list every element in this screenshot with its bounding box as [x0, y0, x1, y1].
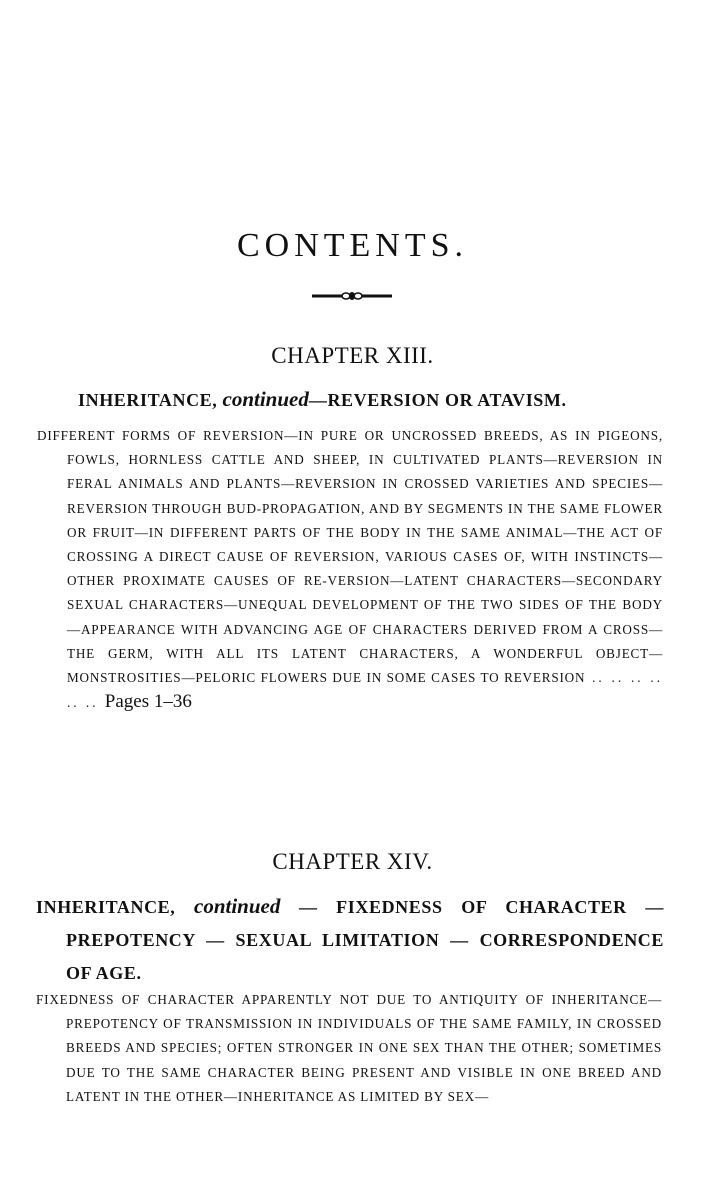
subtitle-italic: continued — [222, 387, 309, 411]
summary-text: DIFFERENT FORMS OF REVERSION—IN PURE OR UNCROSSED BREEDS, AS IN PIGEONS, FOWLS, HORNLESS CATTLE AND SHEEP, IN CULTIVATED PLANTS—REVERSION IN FERAL ANIMALS AND PLANTS—REVERSION IN CROSSED VARIETIES AND SPECIES—REVERSION THROUGH BUD-PROPAGATION, AND BY SEGMENTS IN THE SAME FLOWER OR FRUIT—IN DIFFERENT PARTS OF THE BODY IN THE SAME ANIMAL—THE ACT OF CROSSING A DIRECT CAUSE OF REVERSION, VARIOUS CASES OF, WITH INSTINCTS—OTHER PROXIMATE CAUSES OF RE-VERSION—LATENT CHARACTERS—SECONDARY SEXUAL CHARACTERS—UNEQUAL DEVELOPMENT OF THE TWO SIDES OF THE BODY—APPEARANCE WITH ADVANCING AGE OF CHARACTERS DERIVED FROM A CROSS—THE GERM, WITH ALL ITS LATENT CHARACTERS, A WONDERFUL OBJECT—MONSTROSITIES—PELORIC FLOWERS DUE IN SOME CASES TO REVERSION — [37, 428, 663, 686]
subtitle-rest: —REVERSION OR ATAVISM. — [308, 390, 567, 410]
chapter-subtitle — [78, 384, 658, 415]
page-range: Pages 1–36 — [104, 691, 192, 713]
ornament-divider-icon — [312, 288, 392, 304]
chapter-summary — [37, 424, 663, 715]
chapter-summary — [36, 988, 662, 1109]
chapter-subtitle — [36, 890, 664, 990]
subtitle-rest: — FIXEDNESS OF CHARACTER — PREPOTENCY — SEXUAL LIMITATION — CORRESPONDENCE OF AGE. — [66, 897, 664, 983]
page-title: CONTENTS. — [236, 227, 469, 264]
chapter-heading: CHAPTER XIII. — [271, 343, 434, 368]
subtitle-italic: continued — [194, 894, 281, 918]
summary-text: FIXEDNESS OF CHARACTER APPARENTLY NOT DUE TO ANTIQUITY OF INHERITANCE—PREPOTENCY OF TRANSMISSION IN INDIVIDUALS OF THE SAME FAMILY, IN CROSSED BREEDS AND SPECIES; OFTEN STRONGER IN ONE SEX THAN THE OTHER; SOMETIMES DUE TO THE SAME CHARACTER BEING PRESENT AND VISIBLE IN ONE BREED AND LATENT IN THE OTHER—INHERITANCE AS LIMITED BY SEX— — [36, 992, 662, 1104]
subtitle-prefix: INHERITANCE, — [78, 390, 223, 410]
subtitle-prefix: INHERITANCE, — [36, 897, 194, 917]
page-leader: .. .. .. .. .. .. — [67, 670, 663, 711]
chapter-heading: CHAPTER XIV. — [272, 849, 433, 874]
